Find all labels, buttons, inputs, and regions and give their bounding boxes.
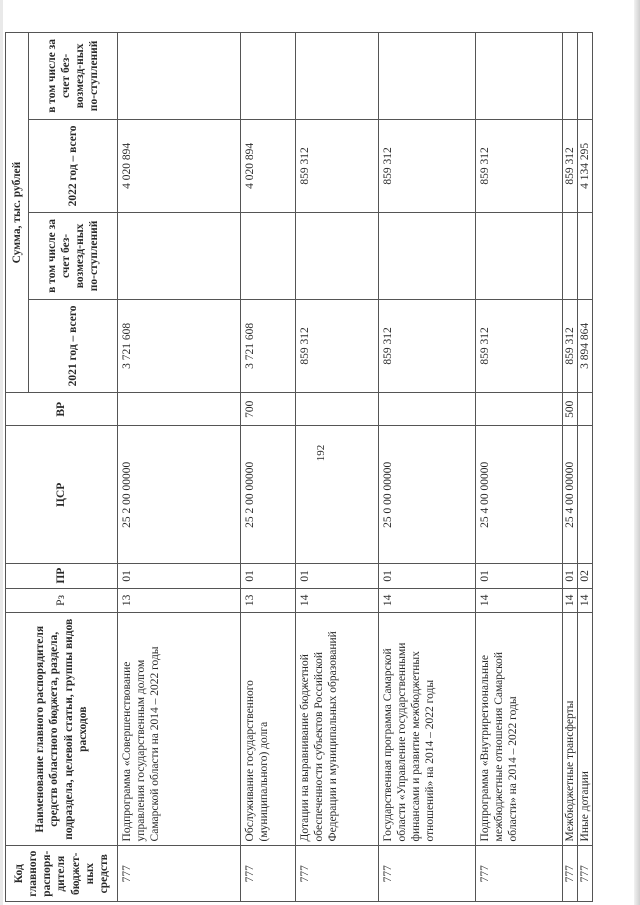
cell-name: Государственная программа Самарской области «Управление государственными финансами и развитие межбюджетных отношений» на 2014 – 2022 годы: [379, 613, 476, 846]
cell-incl-2022: [379, 33, 476, 120]
cell-total-2021: 859 312: [563, 299, 578, 392]
cell-vr: 700: [241, 393, 296, 426]
cell-total-2021: 3 721 608: [241, 299, 296, 392]
cell-csr: 25 2 00 00000: [118, 426, 241, 564]
table-row: [563, 33, 578, 902]
cell-vr: [118, 393, 241, 426]
cell-vr: [476, 393, 563, 426]
header-csr: ЦСР: [6, 426, 118, 564]
cell-code: 777: [476, 846, 563, 902]
cell-pr: 02: [578, 564, 593, 588]
cell-rz: 14: [578, 588, 593, 612]
table-row: [379, 33, 476, 902]
cell-pr: 01: [379, 564, 476, 588]
table-row: [241, 33, 296, 902]
cell-vr: [379, 393, 476, 426]
cell-total-2022: 4 134 295: [578, 119, 593, 212]
header-incl-2021: в том числе за счет без-возмезд-ных по-ступлений: [29, 213, 118, 300]
cell-csr: 25 4 00 00000: [563, 426, 578, 564]
cell-incl-2021: [241, 213, 296, 300]
cell-csr: 25 2 00 00000: [241, 426, 296, 564]
cell-incl-2022: [476, 33, 563, 120]
cell-name: Межбюджетные трансферты: [563, 613, 578, 846]
table-header: [6, 33, 118, 902]
header-total-2021: 2021 год – всего: [29, 299, 118, 392]
cell-total-2021: 3 894 864: [578, 299, 593, 392]
header-vr: ВР: [6, 393, 118, 426]
cell-incl-2022: [563, 33, 578, 120]
cell-incl-2022: [296, 33, 379, 120]
cell-csr: [578, 426, 593, 564]
cell-code: 777: [578, 846, 593, 902]
cell-total-2022: 859 312: [476, 119, 563, 212]
cell-rz: 14: [476, 588, 563, 612]
table-row: [578, 33, 593, 902]
cell-rz: 13: [241, 588, 296, 612]
cell-incl-2021: [563, 213, 578, 300]
table-body: [118, 33, 593, 902]
cell-rz: 14: [379, 588, 476, 612]
table-row: [118, 33, 241, 902]
header-pr: ПР: [6, 564, 118, 588]
cell-total-2022: 4 020 894: [241, 119, 296, 212]
cell-csr: [296, 426, 379, 564]
header-rz: Рз: [6, 588, 118, 612]
scan-edge-right: [634, 0, 640, 905]
cell-incl-2021: [118, 213, 241, 300]
cell-vr: 500: [563, 393, 578, 426]
cell-incl-2021: [296, 213, 379, 300]
budget-table: [5, 32, 593, 902]
cell-pr: 01: [241, 564, 296, 588]
table-row: [296, 33, 379, 902]
cell-total-2021: 3 721 608: [118, 299, 241, 392]
cell-pr: 01: [118, 564, 241, 588]
cell-incl-2021: [578, 213, 593, 300]
cell-incl-2021: [379, 213, 476, 300]
cell-total-2021: 859 312: [476, 299, 563, 392]
cell-name: Обслуживание государственного (муниципального) долга: [241, 613, 296, 846]
header-sum-group: Сумма, тыс. рублей: [6, 33, 29, 393]
cell-total-2021: 859 312: [296, 299, 379, 392]
cell-total-2022: 859 312: [563, 119, 578, 212]
cell-name: Подпрограмма «Внутрирегиональные межбюджетные отношения Самарской области» на 2014 – 2022 годы: [476, 613, 563, 846]
header-code: Код главного распоря-дителя бюджет-ных средств: [6, 846, 118, 902]
cell-csr: 25 0 00 00000: [379, 426, 476, 564]
cell-total-2021: 859 312: [379, 299, 476, 392]
cell-code: 777: [296, 846, 379, 902]
cell-pr: 01: [563, 564, 578, 588]
header-total-2022: 2022 год – всего: [29, 119, 118, 212]
cell-code: 777: [563, 846, 578, 902]
cell-rz: 14: [296, 588, 379, 612]
table-row: [476, 33, 563, 902]
cell-name: Подпрограмма «Совершенствование управления государственным долгом Самарской области на 2014 – 2022 годы: [118, 613, 241, 846]
cell-total-2022: 4 020 894: [118, 119, 241, 212]
cell-pr: 01: [476, 564, 563, 588]
cell-rz: 14: [563, 588, 578, 612]
cell-code: 777: [241, 846, 296, 902]
cell-total-2022: 859 312: [379, 119, 476, 212]
header-name: Наименование главного распорядителя средств областного бюджета, раздела, подраздела, целевой статьи, группы видов расходов: [6, 613, 118, 846]
cell-code: 777: [379, 846, 476, 902]
cell-csr: 25 4 00 00000: [476, 426, 563, 564]
cell-incl-2022: [118, 33, 241, 120]
cell-incl-2022: [241, 33, 296, 120]
cell-name: Иные дотации: [578, 613, 593, 846]
cell-rz: 13: [118, 588, 241, 612]
cell-total-2022: 859 312: [296, 119, 379, 212]
cell-pr: 01: [296, 564, 379, 588]
page-number: 192: [315, 444, 327, 462]
header-incl-2022: в том числе за счет без-возмезд-ных по-ступлений: [29, 33, 118, 120]
cell-incl-2022: [578, 33, 593, 120]
cell-vr: [296, 393, 379, 426]
document-page: [5, 32, 592, 902]
cell-incl-2021: [476, 213, 563, 300]
cell-vr: [578, 393, 593, 426]
cell-code: 777: [118, 846, 241, 902]
cell-name: Дотации на выравнивание бюджетной обеспеченности субъектов Российской Федерации и муниципальных образований: [296, 613, 379, 846]
scan-edge-left: [0, 0, 3, 905]
